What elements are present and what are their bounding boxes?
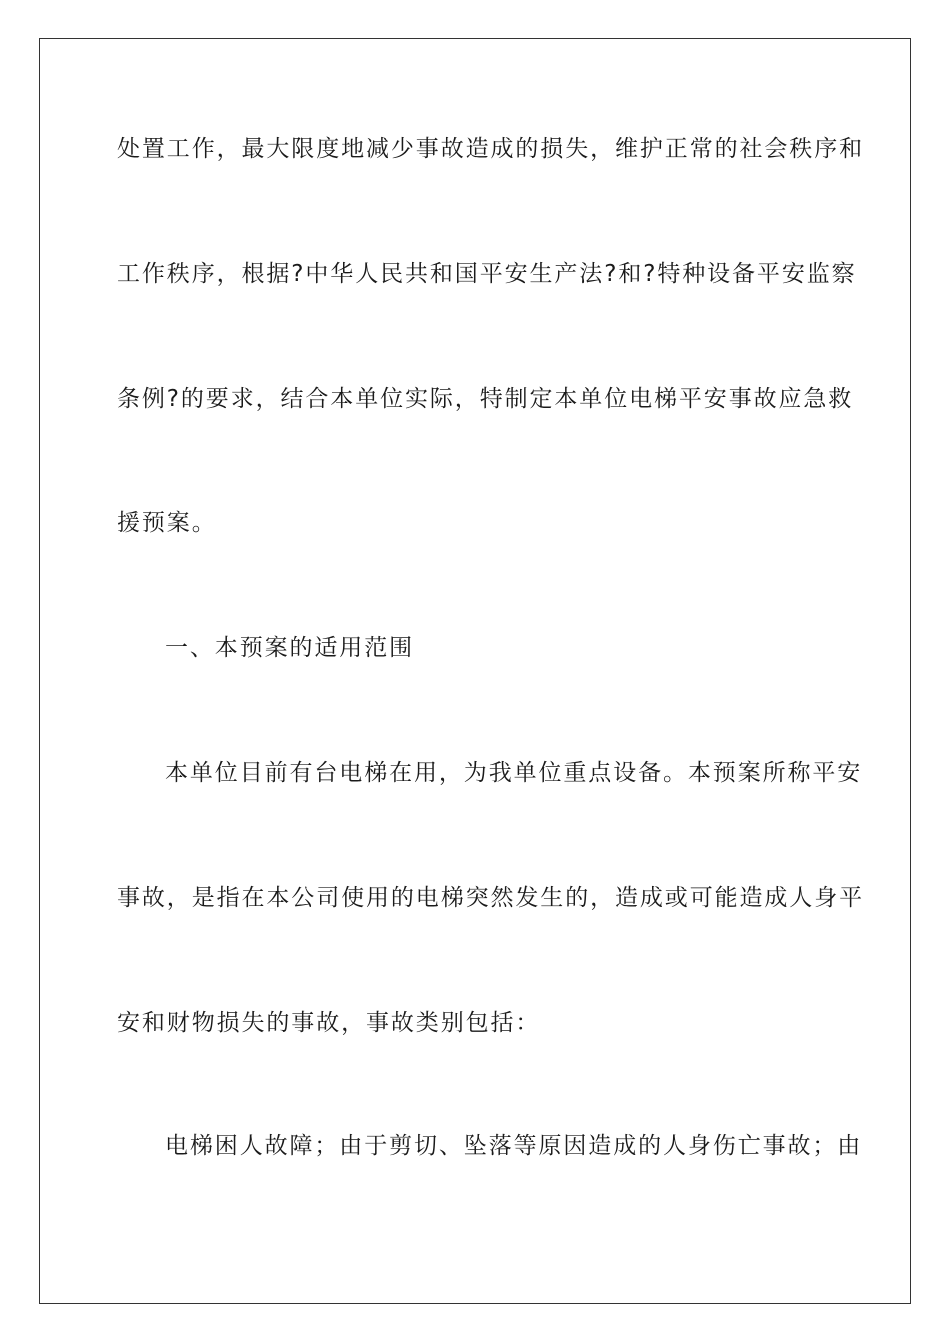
body-text-line: 安和财物损失的事故，事故类别包括： [117, 1010, 541, 1036]
section-heading: 一、本预案的适用范围 [165, 635, 414, 661]
body-text-line: 条例?的要求，结合本单位实际，特制定本单位电梯平安事故应急救 [117, 386, 854, 412]
body-text-line: 本单位目前有台电梯在用，为我单位重点设备。本预案所称平安 [165, 760, 863, 786]
page-border [39, 38, 911, 1304]
body-text-line: 处置工作，最大限度地减少事故造成的损失，维护正常的社会秩序和 [117, 136, 864, 162]
body-text-line: 援预案。 [117, 510, 217, 536]
body-text-line: 事故，是指在本公司使用的电梯突然发生的，造成或可能造成人身平 [117, 885, 864, 911]
body-text-line: 电梯困人故障；由于剪切、坠落等原因造成的人身伤亡事故；由 [165, 1133, 863, 1159]
body-text-line: 工作秩序，根据?中华人民共和国平安生产法?和?特种设备平安监察 [117, 261, 857, 287]
